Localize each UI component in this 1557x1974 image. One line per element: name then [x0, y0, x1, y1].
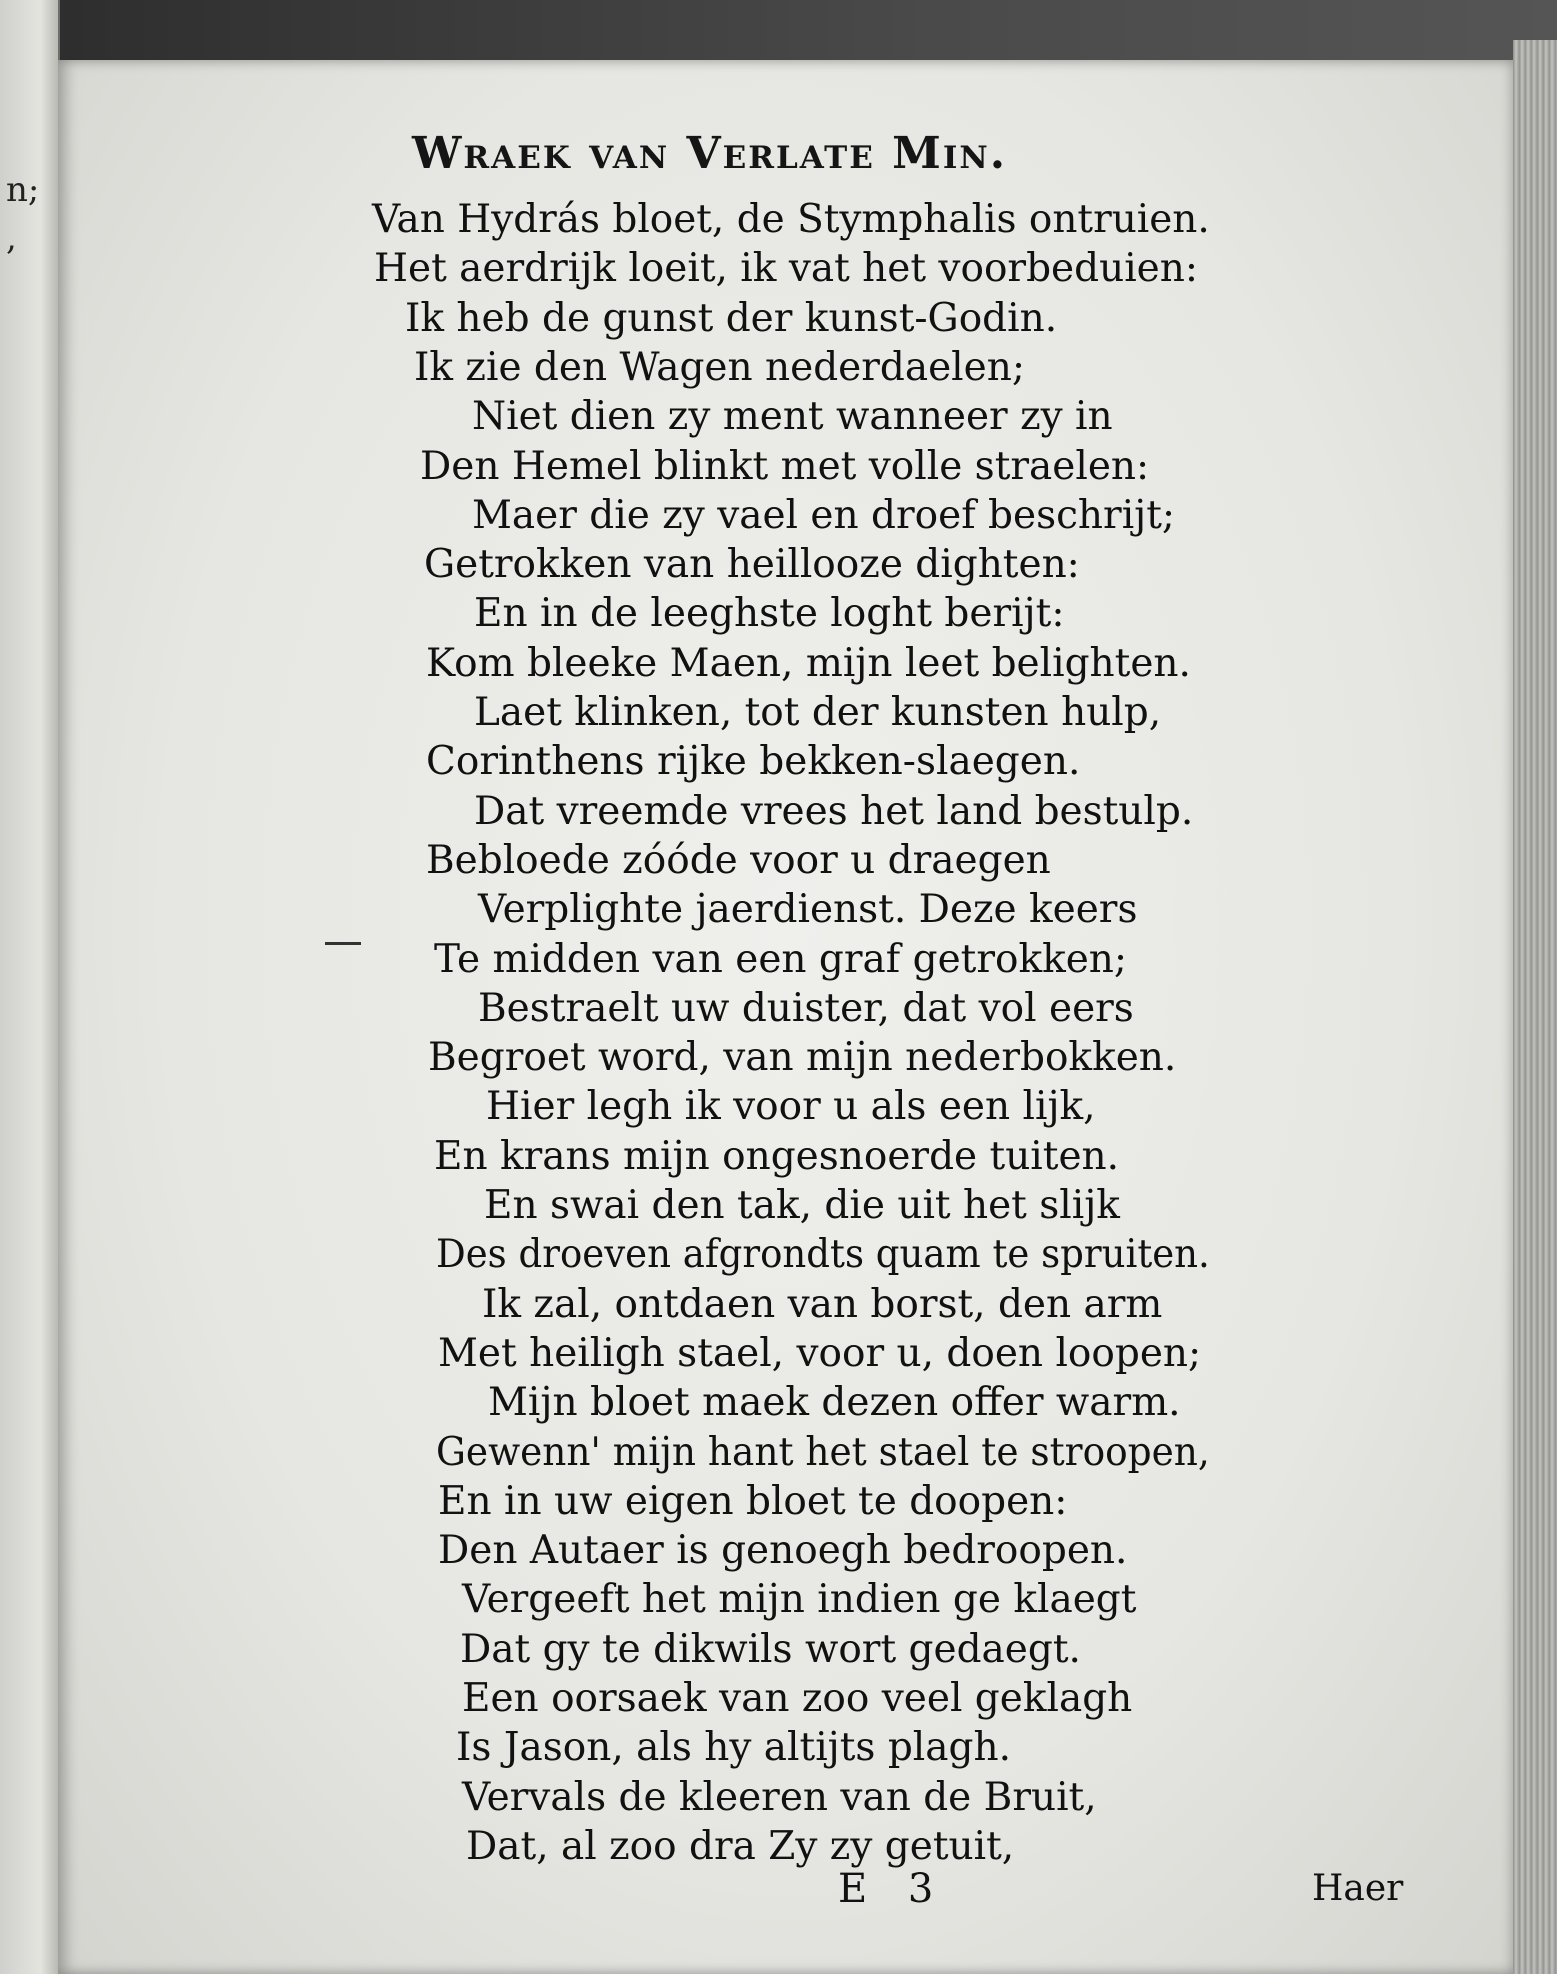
poem-line: Maer die zy vael en droef beschrijt; [472, 492, 1176, 538]
margin-mark [325, 942, 361, 945]
previous-page-edge [0, 0, 60, 1974]
poem-line: Hier legh ik voor u als een lijk, [486, 1084, 1096, 1130]
poem-line: Den Autaer is genoegh bedroopen. [438, 1528, 1128, 1574]
poem-line: Vervals de kleeren van de Bruit, [462, 1774, 1097, 1820]
poem-line: Begroet word, van mijn nederbokken. [428, 1035, 1177, 1081]
poem-line: Gewenn' mijn hant het stael te stroopen, [436, 1429, 1210, 1475]
poem-line: Corinthens rijke bekken-slaegen. [426, 739, 1081, 785]
poem-line: Vergeeft het mijn indien ge klaegt [462, 1577, 1137, 1623]
page-stack-edges [1513, 40, 1557, 1974]
signature-mark: E 3 [838, 1866, 948, 1912]
running-header: Wraek van Verlate Min. [412, 128, 1008, 179]
poem-line: En in de leeghste loght berijt: [474, 591, 1065, 637]
poem-line: Een oorsaek van zoo veel geklagh [462, 1676, 1133, 1721]
poem-line: Dat, al zoo dra Zy zy getuit, [466, 1823, 1015, 1869]
poem-line: En swai den tak, die uit het slijk [484, 1183, 1120, 1228]
poem-line: Bestraelt uw duister, dat vol eers [478, 985, 1134, 1031]
edge-fragment: n; [6, 170, 40, 210]
poem-line: Ik zie den Wagen nederdaelen; [414, 344, 1025, 390]
catchword: Haer [1312, 1868, 1404, 1909]
edge-fragment: , [6, 218, 17, 258]
poem-line: Te midden van een graf getrokken; [434, 936, 1128, 982]
poem-line: Is Jason, als hy altijts plagh. [456, 1725, 1012, 1771]
poem-line: Dat vreemde vrees het land bestulp. [474, 788, 1194, 834]
poem-line: Kom bleeke Maen, mijn leet belighten. [426, 640, 1191, 686]
poem-line: Niet dien zy ment wanneer zy in [472, 394, 1113, 440]
poem-line: Dat gy te dikwils wort gedaegt. [460, 1626, 1081, 1672]
poem-line: Ik zal, ontdaen van borst, den arm [482, 1281, 1163, 1327]
poem-line: En krans mijn ongesnoerde tuiten. [434, 1133, 1120, 1179]
poem-line: Den Hemel blinkt met volle straelen: [420, 443, 1150, 489]
poem-line: Met heiligh stael, voor u, doen loopen; [438, 1330, 1202, 1376]
poem-line: En in uw eigen bloet te doopen: [438, 1478, 1068, 1524]
poem-line: Ik heb de gunst der kunst-Godin. [405, 295, 1058, 341]
poem-line: Het aerdrijk loeit, ik vat het voorbeduien: [374, 246, 1199, 292]
poem-line: Bebloede zóóde voor u draegen [426, 837, 1051, 883]
poem-line: Laet klinken, tot der kunsten hulp, [474, 690, 1162, 735]
poem-line: Verplighte jaerdienst. Deze keers [478, 887, 1138, 933]
poem-line: Getrokken van heilloozе dighten: [424, 542, 1080, 588]
poem-line: Des droeven afgrondts quam te spruiten. [436, 1232, 1210, 1278]
poem-line: Van Hydrás bloet, de Stymphalis ontruien. [372, 197, 1210, 242]
poem-line: Mijn bloet maek dezen offer warm. [488, 1380, 1181, 1426]
